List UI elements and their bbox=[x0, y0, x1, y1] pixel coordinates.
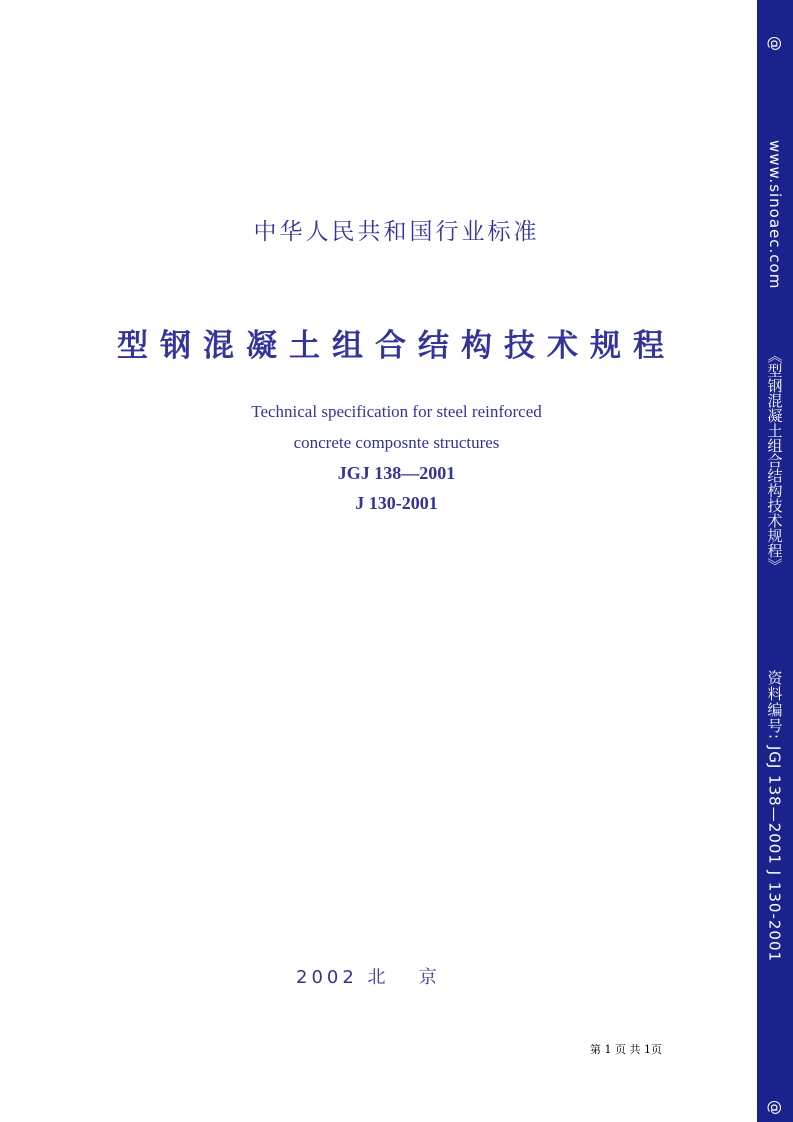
document-title-en-line2: concrete composnte structures bbox=[293, 433, 500, 452]
document-title-en-line1: Technical specification for steel reinforced bbox=[251, 402, 542, 421]
sidebar-banner bbox=[757, 0, 793, 1122]
page-indicator: 第 1 页 共 1页 bbox=[590, 1043, 662, 1056]
standard-code-secondary: J 130-2001 bbox=[355, 493, 438, 513]
sidebar-at-symbol-bottom: @ bbox=[766, 1100, 784, 1115]
sidebar-at-symbol-top: @ bbox=[766, 36, 784, 51]
publication-info: 2002 北 京 bbox=[296, 967, 441, 988]
sidebar-document-code: 资料编号: JGJ 138—2001 J 130-2001 bbox=[765, 670, 784, 963]
sidebar-website-link[interactable]: www.sinoaec.com bbox=[766, 140, 784, 290]
document-title-cn: 型钢混凝土组合结构技术规程 bbox=[117, 328, 676, 364]
standard-category: 中华人民共和国行业标准 bbox=[253, 219, 540, 245]
sidebar-book-title: 《型钢混凝土组合结构技术规程》 bbox=[765, 348, 784, 573]
standard-code-primary: JGJ 138—2001 bbox=[337, 463, 456, 483]
